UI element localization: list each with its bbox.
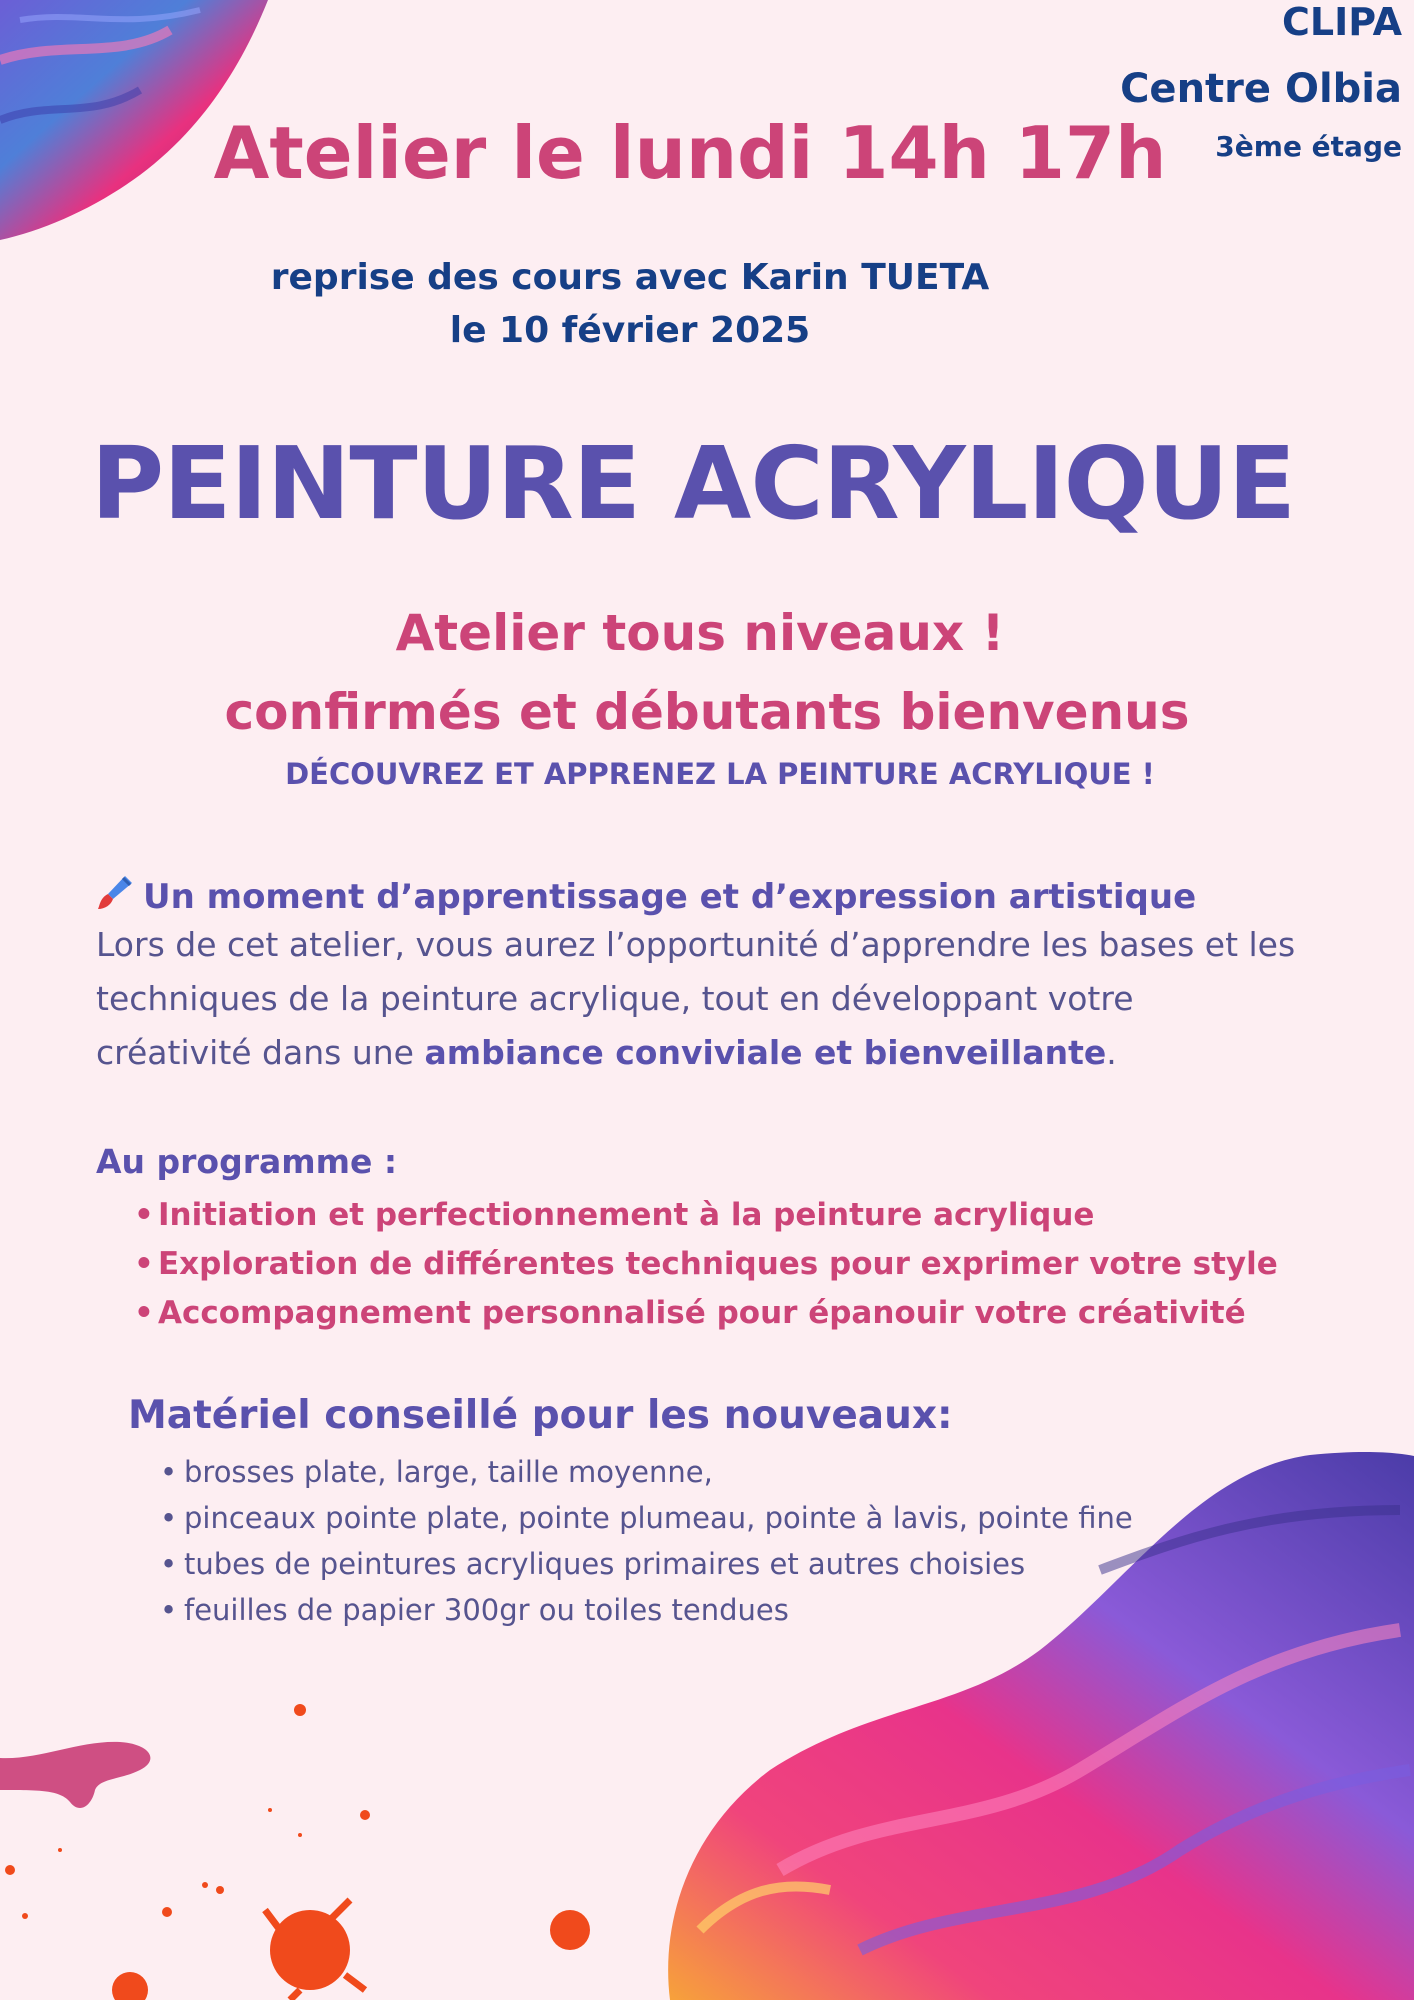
materials-item: • brosses plate, large, taille moyenne, (154, 1449, 1133, 1495)
program-list (128, 1191, 1278, 1338)
levels-line: Atelier tous niveaux ! (395, 604, 1005, 662)
intro-text-emphasis: ambiance conviviale et bienveillante (424, 1033, 1107, 1072)
schedule-heading: Atelier le lundi 14h 17h (213, 111, 1167, 195)
page-title: PEINTURE ACRYLIQUE (90, 425, 1296, 542)
resume-date: le 10 février 2025 (449, 310, 811, 351)
org-venue: Centre Olbia (1120, 66, 1402, 112)
intro-heading: Un moment d’apprentissage et d’expression artistique (143, 877, 1197, 917)
materials-item: • feuilles de papier 300gr ou toiles tendues (154, 1587, 1133, 1633)
intro-text-line-3 (96, 1033, 1117, 1073)
materials-heading: Matériel conseillé pour les nouveaux: (128, 1393, 953, 1438)
paint-splash-bottom-left (0, 1690, 620, 2000)
program-heading: Au programme : (96, 1142, 398, 1181)
program-item: • Initiation et perfectionnement à la peinture acrylique (128, 1191, 1278, 1240)
materials-item: • pinceaux pointe plate, pointe plumeau, pointe à lavis, pointe fine (154, 1495, 1133, 1541)
intro-text-line-1: Lors de cet atelier, vous aurez l’opportunité d’apprendre les bases et les (96, 925, 1296, 964)
welcome-line: confirmés et débutants bienvenus (224, 683, 1190, 741)
materials-item: • tubes de peintures acryliques primaires et autres choisies (154, 1541, 1133, 1587)
tagline: DÉCOUVREZ ET APPRENEZ LA PEINTURE ACRYLIQUE ! (285, 757, 1155, 791)
intro-text-line-2: techniques de la peinture acrylique, tout en développant votre (96, 979, 1134, 1018)
materials-list (154, 1449, 1133, 1633)
program-item: • Exploration de différentes techniques pour exprimer votre style (128, 1240, 1278, 1289)
paintbrush-icon (95, 872, 135, 922)
org-floor: 3ème étage (1215, 130, 1402, 163)
program-item: • Accompagnement personnalisé pour épanouir votre créativité (128, 1289, 1278, 1338)
intro-heading-row (95, 872, 1196, 922)
resume-line: reprise des cours avec Karin TUETA (270, 257, 990, 298)
org-name: CLIPA (1281, 0, 1402, 44)
intro-text-after: . (1106, 1033, 1117, 1072)
intro-text-before: créativité dans une (96, 1033, 425, 1072)
